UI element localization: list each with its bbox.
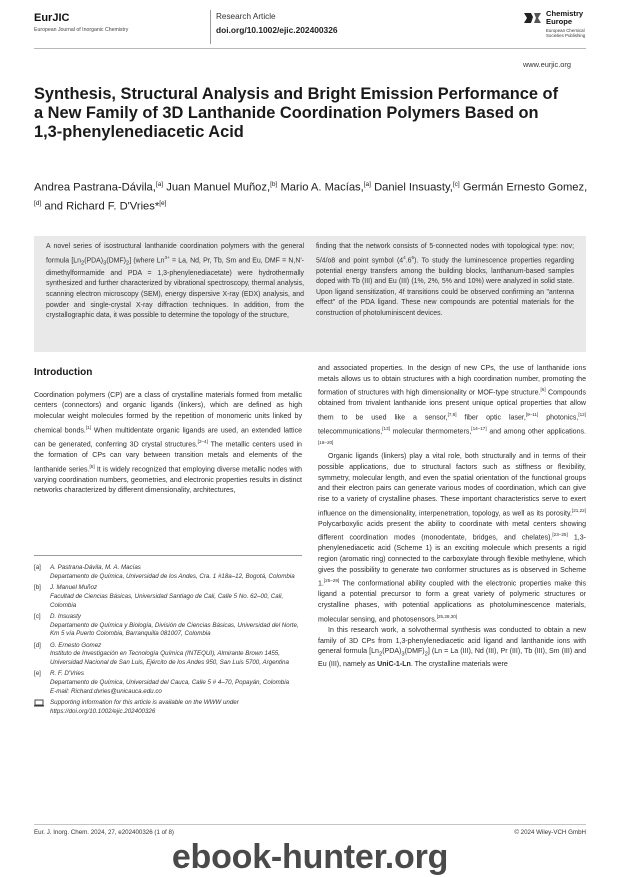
footnote-label: [b]	[34, 584, 41, 591]
body-right-column	[318, 364, 586, 671]
footnote-label: [d]	[34, 641, 41, 649]
footnote-label: [e]	[34, 670, 41, 678]
supporting-information-note	[34, 699, 302, 717]
author-affiliation-mark: [e]	[159, 199, 167, 207]
affiliation-footnote	[34, 564, 302, 582]
journal-abbreviation: EurJIC	[34, 12, 70, 24]
affiliation-footnote	[34, 670, 302, 696]
author-name: Andrea Pastrana-Dávila,	[34, 181, 156, 194]
footnote-address: Departamento de Química, Universidad de los Andes, Cra. 1 #18a–12, Bogotá, Colombia	[50, 572, 295, 580]
article-type: Research Article	[216, 12, 276, 21]
author-affiliation-mark: [a]	[363, 181, 371, 188]
affiliation-footnote	[34, 642, 302, 668]
watermark-text: ebook-hunter.org	[171, 838, 449, 876]
footnote-address: Instituto de Investigación en Tecnología Química (INTEQUI), Almirante Brown 1455, Universidad Nacional de San Luis, Ejército de los Andes 950, San Luis 5700, Argentina	[50, 650, 289, 666]
section-heading-introduction: Introduction	[34, 367, 93, 378]
abstract-right-column: finding that the network consists of 5-connected nodes with topological type: nov; 5/4/o8 and point symbol $(4^4.6^6)$. To study the luminescence properties regarding potential energy transfers among the building blocks, lanthanum-based samples doped with Tb (III) and Eu (III) (1%, 2%, 5% and 10%) were analyzed in solid state. Upon ligand sensitization, 4f transitions could be observed confirming an "antenna effect" of the PDA ligand. These new compounds are potential materials for the construction of photoluminiscent devices.	[316, 243, 575, 317]
footer-citation: Eur. J. Inorg. Chem. 2024, 27, e202400326 (1 of 8)	[34, 829, 174, 836]
footnote-address: Departamento de Química, Universidad del Cauca, Calle 5 # 4–70, Popayán, Colombia	[50, 679, 290, 686]
footnote-author: A. Pastrana-Dávila, M. A. Macías	[50, 564, 141, 571]
intro-paragraph-3: In this research work, a solvothermal synthesis was conducted to obtain a new family of 3D CPs from 1,3-phenylenediacetic acid ligand and lanthanide ions with general formula $[Ln_2(PDA)_3(DMF)_2] (Ln = La$ (III), Nd (III), Pr (III), Tb (III), Sm (III) and Eu (III), namely as UniC-1-Ln. The crystalline materials were	[318, 626, 586, 669]
supporting-info-icon	[34, 699, 44, 707]
footnote-author: G. Ernesto Gomez	[50, 641, 102, 649]
journal-website-link[interactable]: www.eurjic.org	[522, 60, 571, 69]
footnote-author: D. Insuasty	[50, 612, 81, 620]
footnote-address: Facultad de Ciencias Básicas, Universidad Santiago de Cali, Calle 5 No. 62–00, Cali, Colombia	[50, 592, 284, 609]
author-name: Germán Ernesto Gomez,	[462, 181, 588, 194]
footnote-rule	[34, 555, 302, 556]
affiliation-footnote	[34, 584, 302, 610]
supporting-info-text[interactable]: Supporting information for this article is available on the WWW under https://doi.org/10.1002/ejic.202400326	[50, 699, 239, 715]
header-divider	[210, 10, 211, 44]
article-title: Synthesis, Structural Analysis and Bright Emission Performance of a New Family of 3D Lanthanide Coordination Polymers Based on 1,3-phenylenediacetic Acid	[34, 85, 559, 142]
author-affiliation-mark: [c]	[452, 181, 460, 188]
abstract-left-column: A novel series of isostructural lanthanide coordination polymers with the general formula $[Ln_2(PDA)_3(DMF)_2]$ (where $Ln^{3+} = La$, Nd, Pr, Tb, Sm and Eu, DMF = N,N'-dimethylformamide and PDA = 1,3-phenylenediacetate) were hydrothermally synthesized and further characterized by vibrational spectroscopy, thermal analysis, scanning electron microscopy (SEM), energy dispersive X-ray (EDX) analysis, and powder and single-crystal X-ray diffraction techniques. In addition, from the crystallographic data, it was possible to determine the topology of the structure,	[46, 243, 304, 320]
chemistry-europe-logo-icon	[522, 11, 544, 25]
footer-rule	[34, 824, 586, 825]
author-affiliation-mark: [b]	[270, 181, 278, 188]
footnote-author: J. Manuel Muñoz	[50, 584, 98, 591]
body-left-column	[34, 364, 302, 497]
intro-paragraph-1-continued: and associated properties. In the design of new CPs, the use of lanthanide ions metals allows us to obtain structures with a high coordination number, promoting the formation of structures with high dimensionality or MOF-type structure.[6] Compounds obtained from trivalent lanthanide ions present unique optical properties that allow them to be used like a sensor,[7,8] fiber optic laser,[9–11] photonics,[12] telecommunications,[13] molecular thermometers,[14–17] and among other applications.[18–20]	[318, 365, 587, 446]
doi-link[interactable]: doi.org/10.1002/ejic.202400326	[216, 25, 338, 35]
journal-full-name: European Journal of Inorganic Chemistry	[34, 27, 129, 33]
author-affiliation-mark: [a]	[155, 181, 164, 188]
author-affiliation-mark: [d]	[34, 199, 42, 207]
publisher-subtitle: European Chemical Societies Publishing	[546, 28, 586, 39]
author-name: Daniel Insuasty,	[374, 181, 453, 194]
author-name: Juan Manuel Muñoz,	[166, 181, 271, 194]
footnote-author: R. F. D'Vries	[50, 670, 84, 678]
author-name: and Richard F. D'Vries*	[44, 200, 160, 213]
footnote-label: [c]	[34, 612, 41, 620]
publisher-name: Chemistry Europe	[546, 9, 584, 26]
intro-paragraph-2: Organic ligands (linkers) play a vital role, both structurally and in terms of their possible applications, due to structural factors such as stiffness or flexibility, symmetry, molecular length, and even the spatial orientation of the functional groups and their electron pairs can generate various modes of coordination, which can give rise to a variety of crystalline phases. These important characteristics serve to exert influence on the dimensionality, interpenetration, topology, as well as its porosity.[21,22] Polycarboxylic acids present the ability to coordinate with metal centers showing different coordination modes (monodentate, bridges, and chelates).[23–25] 1,3-phenylenediacetic acid (Scheme 1) is an exciting molecule which presents a rigid region (aromatic ring) connected to the carboxylate through flexible methylene, which gives the possibility to generate two conformer structures as is observed in Scheme 1.[25–29] The conformational ability coupled with the electronic properties make this ligand a potential precursor to form a great variety of polymeric structures or crystalline phases, with potential applications as photoluminescence materials, molecular sensing, and photosensors.[25,28,30]	[318, 453, 586, 624]
intro-paragraph-1: Coordination polymers (CP) are a class of crystalline materials formed from metallic centers (connectors) and organic ligands (linkers), which are defined as high molecular weight molecules formed by the repetition of monomeric units linked by chemical bonds.[1] When multidentate organic ligands are used, an extended lattice can be generated, conferring 3D crystal structures.[2–4] The metallic centers used in the formation of CPs can vary between transition metals and elements of the lanthanide series.[5] It is widely recognized that employing diverse metallic nodes with varying coordination numbers, geometries, and electronic properties results in distinct networks characterized by different dimensionality, architectures,	[34, 391, 303, 495]
footnote-email-link[interactable]: E-mail: Richard.dvries@unicauca.edu.co	[50, 687, 162, 695]
footnote-label: [a]	[34, 564, 41, 571]
abstract-box	[34, 236, 586, 352]
footnote-address: Departamento de Química y Biología, División de Ciencias Básicas, Universidad del Norte, Km 5 vía Puerto Colombia, Barranquilla 081007, Colombia	[50, 621, 299, 638]
author-list	[34, 177, 589, 214]
affiliation-footnotes	[34, 564, 302, 719]
footer-copyright: © 2024 Wiley-VCH GmbH	[514, 829, 586, 836]
affiliation-footnote	[34, 613, 302, 639]
header-rule	[34, 48, 586, 49]
author-name: Mario A. Macías,	[280, 181, 364, 194]
page-header	[34, 10, 586, 50]
